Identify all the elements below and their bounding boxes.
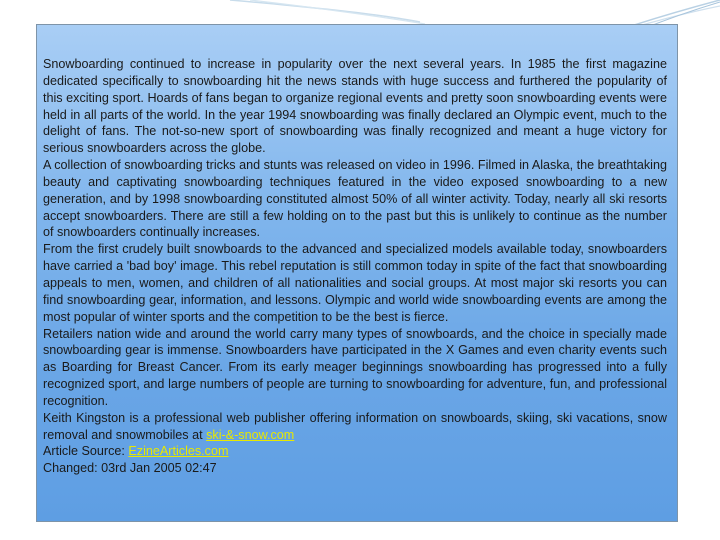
ski-snow-link[interactable]: ski-&-snow.com (206, 427, 295, 442)
paragraph-1: Snowboarding continued to increase in popularity over the next several years. In 1985 the first magazine dedicated specifically to snowboarding hit the news stands with huge success and furthered the popularity of this exciting sport. Hoards of fans began to organize regional events and pretty soon snowboarding events were held in all parts of the world. In the year 1994 snowboarding was finally declared an Olympic event, much to the delight of fans. The not-so-new sport of snowboarding was finally recognized and meant a huge victory for serious snowboarders across the globe. (43, 57, 667, 156)
paragraph-3: From the first crudely built snowboards to the advanced and specialized models available today, snowboarders have carried a 'bad boy' image. This rebel reputation is still common today in spite of the fact that snowboarding appeals to men, women, and children of all nationalities and social groups. At most major ski resorts you can find snowboarding gear, information, and lessons. Olympic and world wide snowboarding events are among the most popular of winter sports and the competition to be the best is fierce. (43, 242, 667, 324)
author-bio (43, 410, 667, 444)
author-bio-text: Keith Kingston is a professional web publisher offering information on snowboards, skiing, ski vacations, snow removal and snowmobiles at (43, 410, 667, 442)
ezinearticles-link[interactable]: EzineArticles.com (128, 444, 229, 459)
paragraph-4: Retailers nation wide and around the world carry many types of snowboards, and the choice in specially made snowboarding gear is immense. Snowboarders have participated in the X Games and even charity events such as Boarding for Breast Cancer. From its early meager beginnings snowboarding has progressed into a fully recognized sport, and large numbers of people are turning to snowboarding for adventure, fun, and professional recognition. (43, 326, 667, 408)
article-source-label: Article Source: (43, 444, 129, 459)
changed-date: Changed: 03rd Jan 2005 02:47 (43, 461, 217, 476)
paragraph-2: A collection of snowboarding tricks and stunts was released on video in 1996. Filmed in Alaska, the breathtaking beauty and captivating snowboarding techniques featured in the video exposed snowboarding to a new generation, and by 1998 snowboarding constituted almost 50% of all winter activity. Today, nearly all ski resorts accept snowboarders. There are still a few holding on to the past but this is unlikely to continue as the number of snowboarders continually increases. (43, 158, 667, 240)
article-source (43, 443, 667, 460)
article-body (43, 56, 667, 477)
